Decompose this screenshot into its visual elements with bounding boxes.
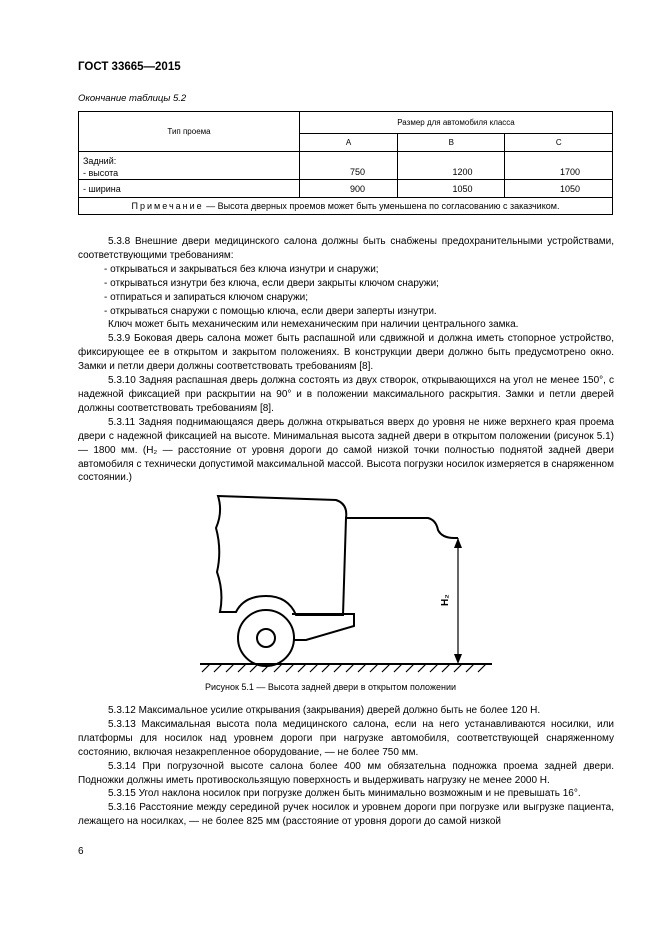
paragraph: 5.3.13 Максимальная высота пола медицинского салона, если на него устанавливаются носилки, или платформы для носилок над уровнем дороги при нагрузке автомобиля, соответствующей снаряженному состоянию, включая незакрепленное оборудование, — не более 750 мм. xyxy=(78,718,614,758)
rear-door-figure xyxy=(196,490,496,676)
paragraph: 5.3.10 Задняя распашная дверь должна состоять из двух створок, открывающихся на угол не менее 150°, с надежной фиксацией при раскрытии на 90° и в положении максимального раскрытия. Замки и петли дверей должны соответствовать требованиям [8]. xyxy=(78,375,614,414)
figure-caption: Рисунок 5.1 — Высота задней двери в открытом положении xyxy=(204,682,457,692)
class-b-header: B xyxy=(398,134,505,152)
table-cell: 1200 xyxy=(398,152,505,180)
document-header: ГОСТ 33665—2015 xyxy=(78,61,181,73)
table-cell: 1050 xyxy=(398,180,505,198)
paragraph: Ключ может быть механическим или немеханическим при наличии центрального замка. xyxy=(108,319,519,331)
table-row xyxy=(79,180,613,198)
paragraph: 5.3.11 Задняя поднимающаяся дверь должна открываться вверх до уровня не ниже верхнего края проема двери с надежной фиксацией на высоте. Минимальная высота задней двери в открытом положении (рисунок 5.1) — 1800 мм. (H₂ — расстояние от уровня дороги до самой низкой точки полностью поднятой задней двери автомобиля с технически допустимой максимальной массой. Высота погрузки носилок измеряется в снаряженном состоянии.) xyxy=(78,416,614,484)
table-cell: 750 xyxy=(300,152,398,180)
group-label: Задний: xyxy=(83,156,117,166)
vehicle-body xyxy=(216,496,346,615)
row-label: - ширина xyxy=(79,180,300,198)
paragraph: 5.3.9 Боковая дверь салона может быть распашной или сдвижной и должна иметь стопорное устройство, фиксирующее ее в открытом и закрытом положениях. В конструкции двери должно быть предусмотрено окно. Замки и петли двери должны соответствовать требованиям [8]. xyxy=(78,333,614,373)
paragraph: - открываться изнутри без ключа, если двери закрыты ключом снаружи; xyxy=(104,277,439,289)
paragraph: - открываться и закрываться без ключа изнутри и снаружи; xyxy=(104,263,379,275)
text-block-2 xyxy=(78,704,614,829)
table-cell: 1050 xyxy=(505,180,613,198)
arrow-top-icon xyxy=(454,538,462,548)
class-a-header: A xyxy=(300,134,398,152)
col-size-header: Размер для автомобиля класса xyxy=(300,112,613,134)
text-block-1 xyxy=(78,235,614,485)
paragraph: - отпираться и запираться ключом снаружи; xyxy=(104,291,309,303)
note-label: Примечание xyxy=(131,201,204,211)
h2-label: H₂ xyxy=(440,594,451,606)
wheel xyxy=(238,610,294,666)
paragraph: 5.3.14 При погрузочной высоте салона более 400 мм обязательна подножка проема задней двери. Подножки должны иметь противоскользящую поверхность и выдерживать нагрузку не менее 2000 Н. xyxy=(78,760,614,786)
table-caption: Окончание таблицы 5.2 xyxy=(78,93,187,104)
size-table xyxy=(78,111,613,215)
paragraph: 5.3.8 Внешние двери медицинского салона должны быть снабжены предохранительными устройствами, соответствующими требованиям: xyxy=(78,236,614,261)
wheel-hub xyxy=(257,629,275,647)
arrow-bottom-icon xyxy=(454,654,462,664)
paragraph: 5.3.16 Расстояние между серединой ручек носилок и уровнем дороги при погрузке или выгрузке пациента, лежащего на носилках, — не более 825 мм (расстояние от уровня дороги до самой низкой xyxy=(78,802,614,828)
table-cell: 1700 xyxy=(505,152,613,180)
row-label: - высота xyxy=(83,168,119,178)
paragraph: 5.3.15 Угол наклона носилок при погрузке должен быть минимально возможным и не превышать 16°. xyxy=(108,788,581,800)
class-c-header: C xyxy=(505,134,613,152)
paragraph: 5.3.12 Максимальное усилие открывания (закрывания) дверей должно быть не более 120 Н. xyxy=(108,705,541,716)
table-row xyxy=(79,152,613,180)
paragraph: - открываться снаружи с помощью ключа, если двери заперты изнутри. xyxy=(104,305,437,317)
ground-hatch xyxy=(202,664,486,672)
table-cell: 900 xyxy=(300,180,398,198)
raised-rear-door xyxy=(346,518,458,538)
col-type-header: Тип проема xyxy=(79,112,300,152)
rear-bumper xyxy=(292,614,354,640)
note-text: — Высота дверных проемов может быть уменьшена по согласованию с заказчиком. xyxy=(203,201,560,211)
table-note xyxy=(79,198,613,215)
page-number: 6 xyxy=(78,846,84,857)
